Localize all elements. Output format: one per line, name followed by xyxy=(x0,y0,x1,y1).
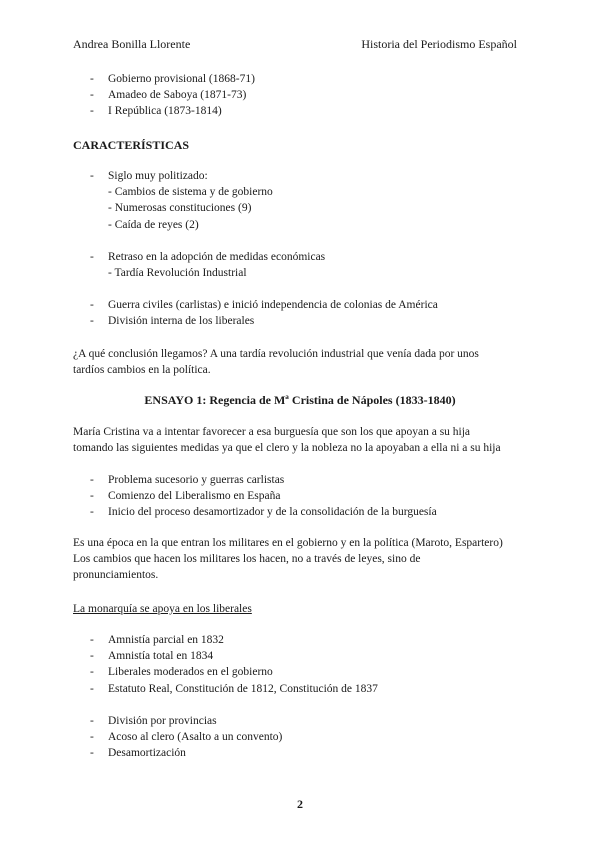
list-item: - Amnistía total en 1834 xyxy=(73,648,533,664)
sub-item: - Cambios de sistema y de gobierno xyxy=(108,186,273,199)
list-item: - Desamortización xyxy=(73,745,533,761)
top-list-block xyxy=(73,71,533,120)
list-item: - I República (1873-1814) xyxy=(73,103,533,119)
page-number: 2 xyxy=(297,797,303,811)
top-list xyxy=(73,71,533,120)
list-item: - División interna de los liberales xyxy=(73,313,533,329)
list-item: - Comienzo del Liberalismo en España xyxy=(73,488,533,504)
monarquia-list1-block xyxy=(73,632,533,697)
ensayo-heading: ENSAYO 1: Regencia de Mª Cristina de Nápoles (1833-1840) xyxy=(144,393,456,407)
list-item-title: - Retraso en la adopción de medidas económicas xyxy=(108,251,326,263)
list-item: - Liberales moderados en el gobierno xyxy=(73,664,533,680)
ensayo-list-block xyxy=(73,472,533,521)
sub-item: - Tardía Revolución Industrial xyxy=(108,267,247,280)
sub-item: - Numerosas constituciones (9) xyxy=(108,202,252,215)
sub-item: - Caída de reyes (2) xyxy=(108,218,199,231)
caracteristicas-items-3-4 xyxy=(73,297,533,329)
list-item xyxy=(73,168,533,233)
ensayo-list xyxy=(73,472,533,521)
header-author: Andrea Bonilla Llorente xyxy=(73,37,191,51)
list-item: - Guerra civiles (carlistas) e inició independencia de colonias de América xyxy=(73,297,533,313)
header-course-title: Historia del Periodismo Español xyxy=(361,37,517,51)
list-item: - División por provincias xyxy=(73,713,533,729)
caracteristicas-heading: CARACTERÍSTICAS xyxy=(73,138,190,152)
list-item xyxy=(73,249,533,281)
list-item: - Problema sucesorio y guerras carlistas xyxy=(73,472,533,488)
ensayo-intro-paragraph: María Cristina va a intentar favorecer a esa burguesía que son los que apoyan a su hija tomando las siguientes medidas ya que el clero y la nobleza no la apoyaban a ella ni a su hija xyxy=(73,426,501,455)
monarquia-list-1 xyxy=(73,632,533,697)
monarquia-list2-block xyxy=(73,713,533,762)
caracteristicas-item1-block xyxy=(73,168,533,233)
ensayo-paragraph: Es una época en la que entran los militares en el gobierno y en la política (Maroto, Espartero) Los cambios que hacen los militares los hacen, no a través de leyes, sino de pronunciamientos. xyxy=(73,537,503,582)
monarquia-heading: La monarquía se apoya en los liberales xyxy=(73,603,252,615)
list-item: - Amnistía parcial en 1832 xyxy=(73,632,533,648)
list-item: - Acoso al clero (Asalto a un convento) xyxy=(73,729,533,745)
list-item: - Gobierno provisional (1868-71) xyxy=(73,71,533,87)
list-item: - Estatuto Real, Constitución de 1812, Constitución de 1837 xyxy=(73,681,533,697)
list-item-title: - Siglo muy politizado: xyxy=(108,170,208,182)
conclusion-paragraph: ¿A qué conclusión llegamos? A una tardía revolución industrial que venía dada por unos tardíos cambios en la política. xyxy=(73,348,479,377)
caracteristicas-item2-block xyxy=(73,249,533,281)
monarquia-list-2 xyxy=(73,713,533,762)
list-item: - Inicio del proceso desamortizador y de la consolidación de la burguesía xyxy=(73,504,533,520)
list-item: - Amadeo de Saboya (1871-73) xyxy=(73,87,533,103)
